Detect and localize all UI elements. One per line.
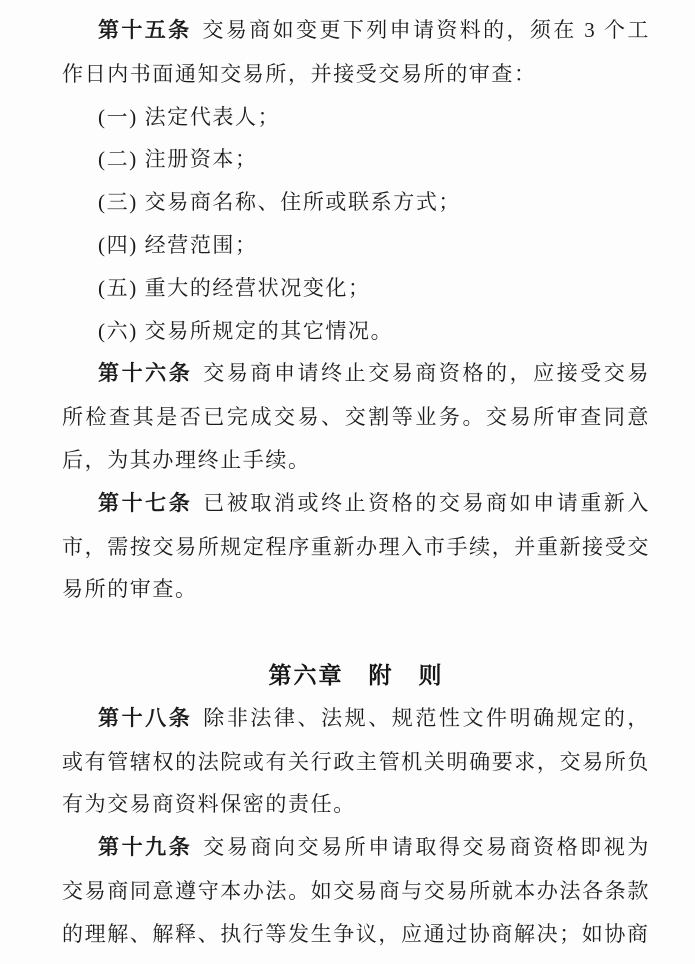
article-paragraph-19 (62, 826, 650, 955)
article-text: 交易商如变更下列申请资料的，须在 3 个工作日内书面通知交易所，并接受交易所的审查： (62, 18, 650, 86)
list-item-text: (六) 交易所规定的其它情况。 (98, 318, 394, 343)
chapter-heading: 第六章 附 则 (268, 661, 444, 688)
list-item-text: (五) 重大的经营状况变化； (98, 275, 371, 300)
article-text: 除非法律、法规、规范性文件明确规定的，或有管辖权的法院或有关行政主管机关明确要求，交易所负有为交易商资料保密的责任。 (62, 705, 650, 817)
article-text: 交易商申请终止交易商资格的，应接受交易所检查其是否已完成交易、交割等业务。交易所审查同意后，为其办理终止手续。 (62, 361, 650, 472)
article-number: 第十八条 (98, 706, 193, 730)
article-number: 第十七条 (98, 491, 193, 515)
article-number: 第十九条 (98, 836, 193, 860)
list-item-5 (62, 267, 650, 310)
article-paragraph-16 (62, 352, 650, 481)
article-paragraph-17 (62, 482, 650, 611)
list-item-1 (62, 96, 650, 139)
list-item-3 (62, 181, 650, 224)
article-number: 第十六条 (98, 362, 193, 386)
list-item-text: (二) 注册资本； (98, 147, 258, 172)
list-item-2 (62, 138, 650, 181)
article-text: 交易商向交易所申请取得交易商资格即视为交易商同意遵守本办法。如交易商与交易所就本办法各条款的理解、解释、执行等发生争议，应通过协商解决；如协商 (62, 835, 650, 946)
list-item-text: (三) 交易商名称、住所或联系方式； (98, 190, 462, 215)
list-item-6 (62, 310, 650, 353)
article-number: 第十五条 (98, 19, 192, 42)
article-text: 已被取消或终止资格的交易商如申请重新入市，需按交易所规定程序重新办理入市手续，并重新接受交易所的审查。 (62, 490, 650, 602)
list-item-text: (四) 经营范围； (98, 232, 258, 257)
list-item-text: (一) 法定代表人； (98, 104, 281, 129)
list-item-4 (62, 224, 650, 267)
article-paragraph-18 (62, 697, 650, 826)
article-paragraph-15 (62, 9, 650, 96)
